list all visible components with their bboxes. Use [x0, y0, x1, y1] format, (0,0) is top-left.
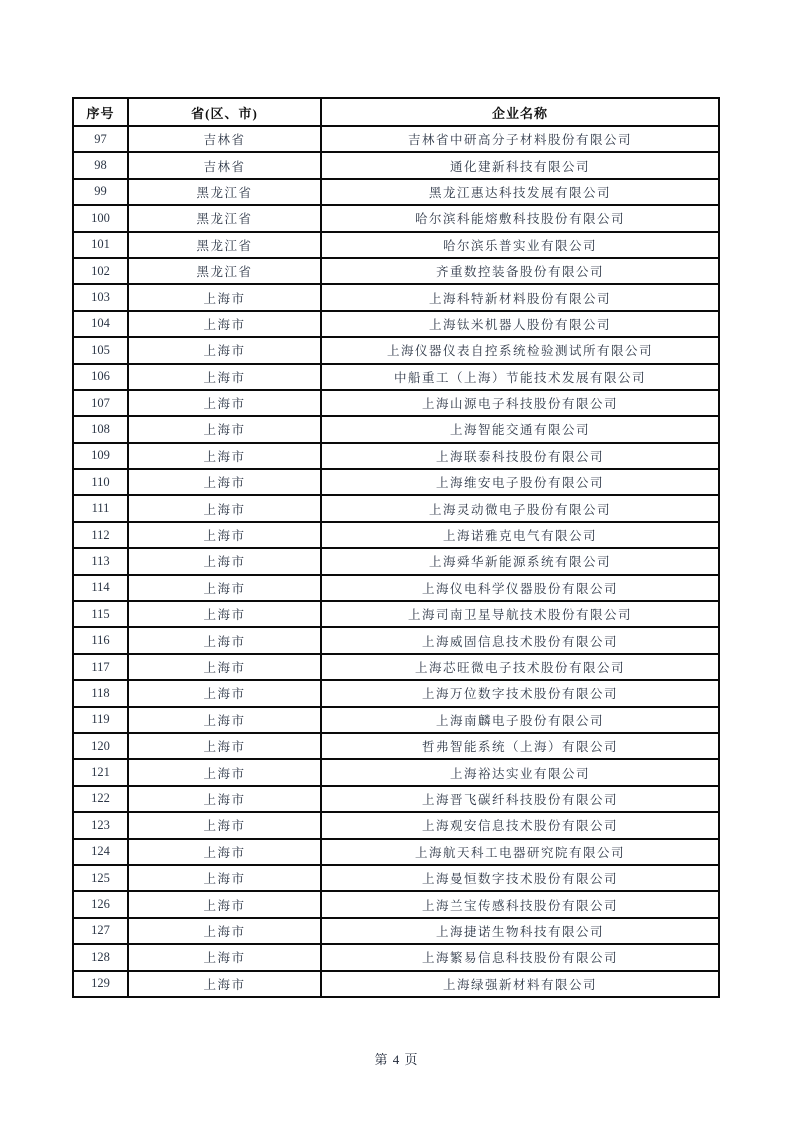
- province-cell: 上海市: [128, 337, 321, 363]
- row-number-cell: 129: [73, 971, 128, 997]
- table-row: [73, 284, 719, 310]
- table-row: [73, 232, 719, 258]
- row-number-cell: 119: [73, 707, 128, 733]
- company-name-cell: 中船重工（上海）节能技术发展有限公司: [321, 364, 719, 390]
- table-row: [73, 918, 719, 944]
- company-name-cell: 哲弗智能系统（上海）有限公司: [321, 733, 719, 759]
- table-row: [73, 733, 719, 759]
- row-number-cell: 102: [73, 258, 128, 284]
- company-name-cell: 上海钛米机器人股份有限公司: [321, 311, 719, 337]
- province-cell: 黑龙江省: [128, 205, 321, 231]
- province-cell: 上海市: [128, 707, 321, 733]
- row-number-cell: 104: [73, 311, 128, 337]
- company-name-cell: 上海仪电科学仪器股份有限公司: [321, 575, 719, 601]
- province-cell: 上海市: [128, 733, 321, 759]
- company-name-cell: 上海仪器仪表自控系统检验测试所有限公司: [321, 337, 719, 363]
- company-name-cell: 上海繁易信息科技股份有限公司: [321, 944, 719, 970]
- row-number-cell: 109: [73, 443, 128, 469]
- row-number-cell: 118: [73, 680, 128, 706]
- table-row: [73, 654, 719, 680]
- province-cell: 上海市: [128, 891, 321, 917]
- company-name-cell: 上海兰宝传感科技股份有限公司: [321, 891, 719, 917]
- table-row: [73, 364, 719, 390]
- table-row: [73, 707, 719, 733]
- company-name-cell: 上海诺雅克电气有限公司: [321, 522, 719, 548]
- table-row: [73, 311, 719, 337]
- row-number-cell: 97: [73, 126, 128, 152]
- company-name-cell: 上海晋飞碳纤科技股份有限公司: [321, 786, 719, 812]
- province-cell: 上海市: [128, 971, 321, 997]
- row-number-cell: 103: [73, 284, 128, 310]
- row-number-cell: 101: [73, 232, 128, 258]
- company-name-cell: 吉林省中研高分子材料股份有限公司: [321, 126, 719, 152]
- province-cell: 上海市: [128, 548, 321, 574]
- province-cell: 上海市: [128, 284, 321, 310]
- row-number-cell: 100: [73, 205, 128, 231]
- table-row: [73, 759, 719, 785]
- company-name-cell: 上海曼恒数字技术股份有限公司: [321, 865, 719, 891]
- page-number-label: 第 4 页: [374, 1052, 419, 1067]
- table-row: [73, 786, 719, 812]
- companies-table: [72, 97, 720, 998]
- row-number-cell: 111: [73, 495, 128, 521]
- province-cell: 上海市: [128, 601, 321, 627]
- company-name-cell: 通化建新科技有限公司: [321, 152, 719, 178]
- company-name-cell: 上海绿强新材料有限公司: [321, 971, 719, 997]
- province-cell: 上海市: [128, 865, 321, 891]
- province-cell: 上海市: [128, 311, 321, 337]
- table-row: [73, 416, 719, 442]
- province-cell: 黑龙江省: [128, 232, 321, 258]
- column-header-company: 企业名称: [321, 98, 719, 126]
- table-body: [73, 126, 719, 997]
- province-cell: 上海市: [128, 944, 321, 970]
- table-row: [73, 865, 719, 891]
- province-cell: 上海市: [128, 627, 321, 653]
- province-cell: 上海市: [128, 918, 321, 944]
- province-cell: 上海市: [128, 522, 321, 548]
- row-number-cell: 108: [73, 416, 128, 442]
- province-cell: 吉林省: [128, 126, 321, 152]
- company-name-cell: 上海捷诺生物科技有限公司: [321, 918, 719, 944]
- row-number-cell: 127: [73, 918, 128, 944]
- company-name-cell: 上海裕达实业有限公司: [321, 759, 719, 785]
- row-number-cell: 126: [73, 891, 128, 917]
- province-cell: 上海市: [128, 364, 321, 390]
- company-name-cell: 上海南麟电子股份有限公司: [321, 707, 719, 733]
- company-name-cell: 哈尔滨科能熔敷科技股份有限公司: [321, 205, 719, 231]
- province-cell: 上海市: [128, 443, 321, 469]
- table-row: [73, 522, 719, 548]
- company-name-cell: 上海观安信息技术股份有限公司: [321, 812, 719, 838]
- table-row: [73, 680, 719, 706]
- company-name-cell: 上海航天科工电器研究院有限公司: [321, 839, 719, 865]
- company-name-cell: 上海万位数字技术股份有限公司: [321, 680, 719, 706]
- row-number-cell: 122: [73, 786, 128, 812]
- row-number-cell: 113: [73, 548, 128, 574]
- table-row: [73, 337, 719, 363]
- table-header-row: [73, 98, 719, 126]
- row-number-cell: 128: [73, 944, 128, 970]
- row-number-cell: 98: [73, 152, 128, 178]
- province-cell: 上海市: [128, 390, 321, 416]
- table-row: [73, 891, 719, 917]
- company-name-cell: 上海联泰科技股份有限公司: [321, 443, 719, 469]
- row-number-cell: 99: [73, 179, 128, 205]
- company-name-cell: 哈尔滨乐普实业有限公司: [321, 232, 719, 258]
- row-number-cell: 110: [73, 469, 128, 495]
- province-cell: 上海市: [128, 812, 321, 838]
- row-number-cell: 105: [73, 337, 128, 363]
- company-name-cell: 上海舜华新能源系统有限公司: [321, 548, 719, 574]
- table-row: [73, 443, 719, 469]
- row-number-cell: 121: [73, 759, 128, 785]
- province-cell: 吉林省: [128, 152, 321, 178]
- province-cell: 黑龙江省: [128, 179, 321, 205]
- table-row: [73, 179, 719, 205]
- row-number-cell: 124: [73, 839, 128, 865]
- table-row: [73, 495, 719, 521]
- province-cell: 上海市: [128, 759, 321, 785]
- table-row: [73, 839, 719, 865]
- company-name-cell: 上海山源电子科技股份有限公司: [321, 390, 719, 416]
- table-row: [73, 601, 719, 627]
- table-row: [73, 152, 719, 178]
- company-name-cell: 上海智能交通有限公司: [321, 416, 719, 442]
- row-number-cell: 114: [73, 575, 128, 601]
- province-cell: 上海市: [128, 786, 321, 812]
- table-row: [73, 126, 719, 152]
- row-number-cell: 125: [73, 865, 128, 891]
- table-row: [73, 627, 719, 653]
- row-number-cell: 117: [73, 654, 128, 680]
- company-name-cell: 上海维安电子股份有限公司: [321, 469, 719, 495]
- table-row: [73, 575, 719, 601]
- company-name-cell: 黑龙江惠达科技发展有限公司: [321, 179, 719, 205]
- company-name-cell: 上海芯旺微电子技术股份有限公司: [321, 654, 719, 680]
- table-row: [73, 944, 719, 970]
- column-header-number: 序号: [73, 98, 128, 126]
- column-header-province: 省(区、市): [128, 98, 321, 126]
- company-name-cell: 上海科特新材料股份有限公司: [321, 284, 719, 310]
- row-number-cell: 106: [73, 364, 128, 390]
- table-row: [73, 812, 719, 838]
- province-cell: 上海市: [128, 416, 321, 442]
- province-cell: 上海市: [128, 575, 321, 601]
- table-row: [73, 469, 719, 495]
- table-row: [73, 258, 719, 284]
- province-cell: 上海市: [128, 469, 321, 495]
- province-cell: 上海市: [128, 839, 321, 865]
- table-row: [73, 390, 719, 416]
- row-number-cell: 107: [73, 390, 128, 416]
- table-row: [73, 971, 719, 997]
- row-number-cell: 112: [73, 522, 128, 548]
- province-cell: 黑龙江省: [128, 258, 321, 284]
- company-name-cell: 上海司南卫星导航技术股份有限公司: [321, 601, 719, 627]
- company-name-cell: 上海灵动微电子股份有限公司: [321, 495, 719, 521]
- table-header: [73, 98, 719, 126]
- table-row: [73, 205, 719, 231]
- company-name-cell: 上海威固信息技术股份有限公司: [321, 627, 719, 653]
- row-number-cell: 123: [73, 812, 128, 838]
- row-number-cell: 120: [73, 733, 128, 759]
- row-number-cell: 116: [73, 627, 128, 653]
- province-cell: 上海市: [128, 495, 321, 521]
- province-cell: 上海市: [128, 680, 321, 706]
- province-cell: 上海市: [128, 654, 321, 680]
- table-row: [73, 548, 719, 574]
- row-number-cell: 115: [73, 601, 128, 627]
- company-name-cell: 齐重数控装备股份有限公司: [321, 258, 719, 284]
